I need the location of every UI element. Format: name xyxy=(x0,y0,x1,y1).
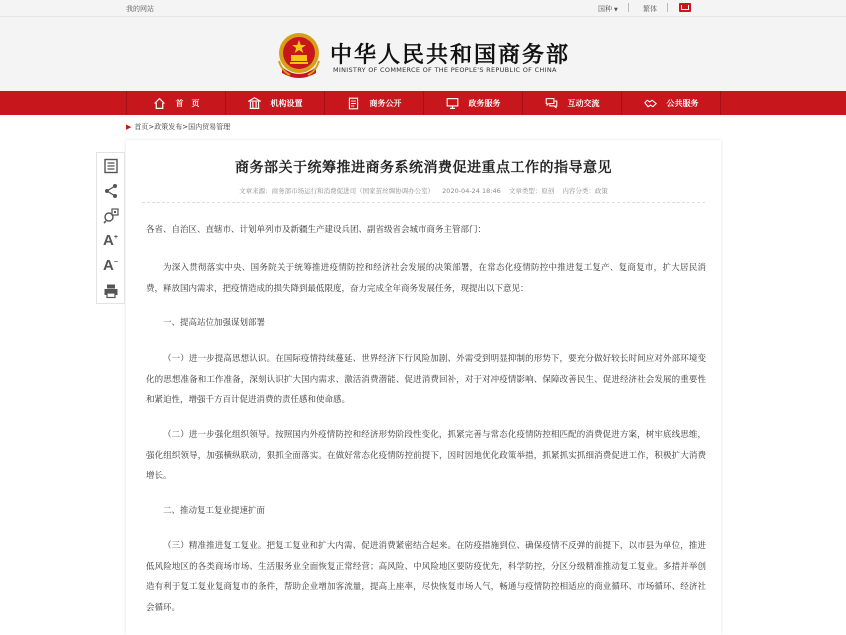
nav-item-label: 政务服务 xyxy=(468,98,501,108)
share-button[interactable] xyxy=(97,178,124,203)
monitor-icon xyxy=(446,97,459,110)
font-decrease-button[interactable] xyxy=(97,253,124,278)
meta-type: 文章类型：原创 xyxy=(508,187,555,195)
article-card xyxy=(126,140,721,635)
mail-icon[interactable] xyxy=(679,3,691,12)
font-decrease-letter: A xyxy=(103,257,114,274)
font-increase-sign: + xyxy=(113,234,118,241)
nav-item-label: 公共服务 xyxy=(666,98,699,108)
section-heading: 二、推动复工复业提速扩面 xyxy=(163,506,266,516)
share-icon xyxy=(103,183,119,199)
top-utility-bar xyxy=(0,0,846,17)
meta-source: 文章来源：商务部市场运行和消费促进司（国家茧丝绸协调办公室） xyxy=(239,187,435,195)
document-icon xyxy=(347,97,360,110)
home-icon xyxy=(153,97,166,110)
font-decrease-icon xyxy=(103,257,118,274)
site-title: 中华人民共和国商务部 xyxy=(330,42,571,68)
font-decrease-sign: − xyxy=(113,259,118,266)
chevron-down-icon: ▼ xyxy=(614,7,618,13)
article-title: 商务部关于统筹推进商务系统消费促进重点工作的指导意见 xyxy=(235,160,612,176)
breadcrumb-separator: > xyxy=(148,123,155,131)
nav-item-label: 首 页 xyxy=(175,98,200,108)
chat-icon xyxy=(545,97,558,110)
nav-item-public-services[interactable] xyxy=(621,91,721,115)
my-site-link[interactable]: 我的网站 xyxy=(126,5,154,13)
font-increase-icon xyxy=(103,232,118,249)
site-header xyxy=(0,17,846,91)
qrcode-button[interactable] xyxy=(97,203,124,228)
intro-paragraph: 为深入贯彻落实中央、国务院关于统筹推进疫情防控和经济社会发展的决策部署，在常态化疫情防控中推进复工复产、复商复市，扩大居民消费，释放国内需求，把疫情造成的损失降到最低限度，奋力完成全年商务发展任务，现提出以下意见： xyxy=(146,263,706,294)
nav-item-label: 机构设置 xyxy=(270,98,303,108)
section-heading: 一、提高站位加强谋划部署 xyxy=(163,318,266,328)
breadcrumb-separator: > xyxy=(182,123,189,131)
catalog-button[interactable] xyxy=(97,153,124,178)
side-toolbar xyxy=(96,152,125,304)
catalog-icon xyxy=(103,158,119,174)
handshake-icon xyxy=(644,97,657,110)
meta-divider xyxy=(142,202,705,203)
print-icon xyxy=(103,283,119,299)
nav-item-gov-services[interactable] xyxy=(423,91,522,115)
main-nav xyxy=(0,91,846,115)
meta-category: 内容分类：政策 xyxy=(562,187,608,195)
nav-item-organization[interactable] xyxy=(225,91,324,115)
body-paragraph: （三）精准推进复工复业。把复工复业和扩大内需、促进消费紧密结合起来。在防疫措施到位、确保疫情不反弹的前提下，以市县为单位，推进低风险地区的各类商场市场、生活服务业全面恢复正常经营；高风险、中风险地区要防疫优先，科学防控，分区分级精准推动复工复业。多措并举创造有利于复工复业复商复市的条件，帮助企业增加客流量，提高上座率，尽快恢复市场人气，畅通与疫情防控相适应的商业循环、市场循环、经济社会循环。 xyxy=(146,541,706,613)
breadcrumb-home[interactable]: 首页 xyxy=(134,123,149,131)
divider xyxy=(628,3,629,12)
font-increase-button[interactable] xyxy=(97,228,124,253)
salutation: 各省、自治区、直辖市、计划单列市及新疆生产建设兵团、副省级省会城市商务主管部门： xyxy=(146,225,487,235)
language-label: 国种 xyxy=(598,5,612,13)
article-meta xyxy=(126,186,721,195)
body-paragraph: （一）进一步提高思想认识。在国际疫情持续蔓延、世界经济下行风险加剧、外需受到明显抑制的形势下，要充分做好较长时间应对外部环境变化的思想准备和工作准备，深刻认识扩大国内需求、激活消费潜能、促进消费回补，对于对冲疫情影响、保障改善民生、促进经济社会发展的重要性和紧迫性，增强千方百计促进消费的责任感和使命感。 xyxy=(146,354,706,405)
qrcode-icon xyxy=(103,208,119,224)
language-select[interactable] xyxy=(598,4,618,14)
breadcrumb xyxy=(126,122,230,132)
breadcrumb-domestic-trade[interactable]: 国内贸易管理 xyxy=(188,123,231,131)
font-increase-letter: A xyxy=(103,232,114,249)
nav-item-public-affairs[interactable] xyxy=(324,91,423,115)
breadcrumb-policy[interactable]: 政策发布 xyxy=(154,123,183,131)
meta-date: 2020-04-24 18:46 xyxy=(442,187,501,195)
nav-item-interaction[interactable] xyxy=(522,91,621,115)
site-subtitle: MINISTRY OF COMMERCE OF THE PEOPLE'S REPUBLIC OF CHINA xyxy=(333,66,557,74)
nav-item-label: 互动交流 xyxy=(567,98,600,108)
breadcrumb-arrow-icon: ▶ xyxy=(126,123,132,131)
traditional-chinese-link[interactable]: 繁体 xyxy=(643,5,657,13)
building-icon xyxy=(248,97,261,110)
body-paragraph: （二）进一步强化组织领导。按照国内外疫情防控和经济形势阶段性变化，抓紧完善与常态化疫情防控相匹配的消费促进方案，树牢底线思维，强化组织领导，加强横纵联动，狠抓全面落实。在做好常态化疫情防控前提下，因时因地优化政策举措，抓紧抓实抓细消费促进工作，积极扩大消费增长。 xyxy=(146,430,706,481)
nav-item-label: 商务公开 xyxy=(369,98,402,108)
national-emblem-icon[interactable] xyxy=(276,31,322,81)
print-button[interactable] xyxy=(97,278,124,303)
nav-item-home[interactable] xyxy=(126,91,225,115)
divider xyxy=(667,3,668,12)
